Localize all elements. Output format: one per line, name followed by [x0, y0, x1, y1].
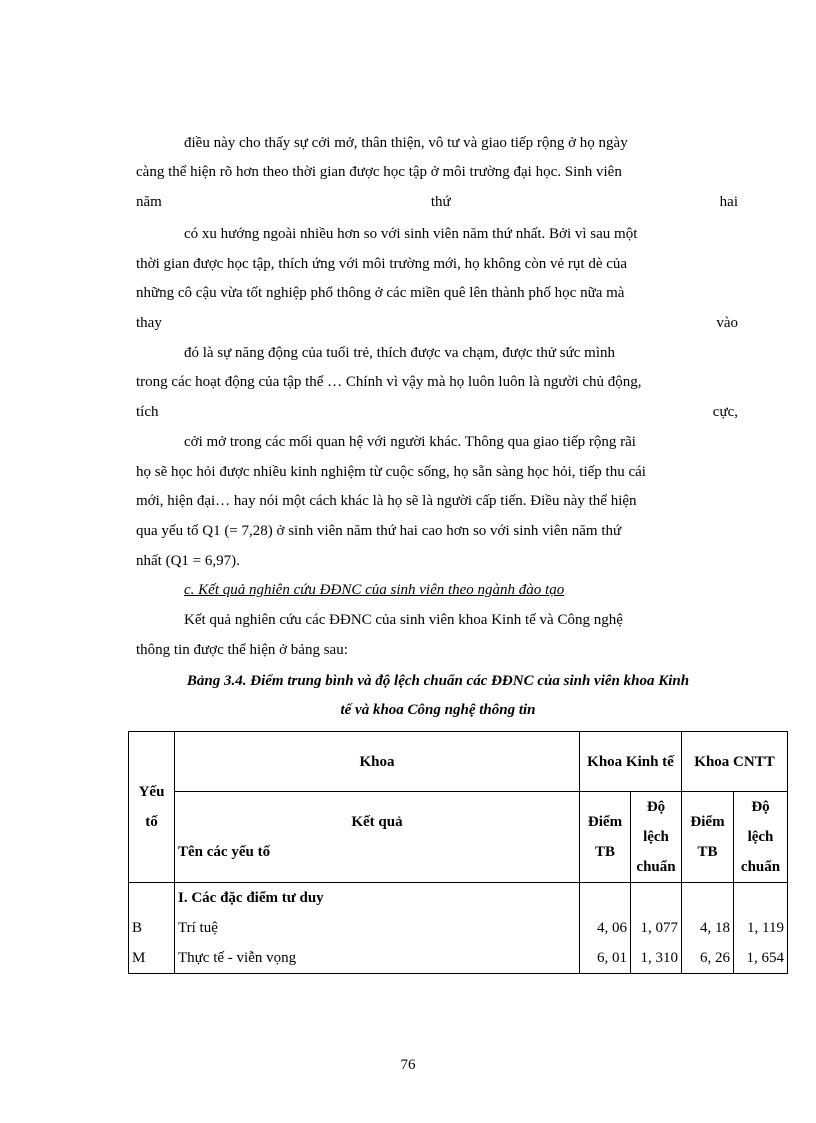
- table-caption: Bảng 3.4. Điểm trung bình và độ lệch chuẩn các ĐĐNC của sinh viên khoa Kinh: [186, 673, 690, 689]
- text-line: những cô cậu vừa tốt nghiệp phổ thông ở các miền quê lên thành phố học nữa mà: [136, 285, 625, 301]
- header-ket-qua: Kết quả: [351, 814, 403, 830]
- factor-code: B: [129, 913, 175, 943]
- header-yeu-to: Yếu tố: [129, 732, 175, 883]
- text-line: đó là sự năng động của tuổi trẻ, thích được va chạm, được thử sức mình: [184, 345, 616, 361]
- header-kt-do-lech-chuan: Độ lệch chuẩn: [631, 792, 682, 883]
- text-line: càng thể hiện rõ hơn theo thời gian được học tập ở môi trường đại học. Sinh viên: [136, 164, 622, 180]
- factor-name: Thực tế - viễn vọng: [175, 943, 580, 974]
- table-cell: [580, 883, 631, 914]
- text-line: có xu hướng ngoài nhiều hơn so với sinh viên năm thứ nhất. Bởi vì sau một: [184, 226, 638, 242]
- section-heading: c. Kết quả nghiên cứu ĐĐNC của sinh viên theo ngành đào tạo: [184, 582, 565, 598]
- cntt-sd: 1, 654: [734, 943, 788, 974]
- text-line: thông tin được thể hiện ở bảng sau:: [136, 642, 348, 658]
- kt-mean: 4, 06: [580, 913, 631, 943]
- word: cực,: [712, 404, 738, 420]
- header-ket-qua-cell: [175, 792, 580, 883]
- header-ten-cac-yeu-to: Tên các yếu tố: [178, 844, 271, 860]
- text-line: trong các hoạt động của tập thể … Chính vì vậy mà họ luôn luôn là người chủ động,: [136, 374, 642, 390]
- page-number: 76: [400, 1057, 416, 1073]
- kt-mean: 6, 01: [580, 943, 631, 974]
- table-cell: [734, 883, 788, 914]
- group-label: I. Các đặc điểm tư duy: [175, 883, 580, 914]
- text-line: điều này cho thấy sự cởi mở, thân thiện, vô tư và giao tiếp rộng ở họ ngày: [184, 135, 628, 151]
- text-line: nhất (Q1 = 6,97).: [136, 553, 240, 569]
- kt-sd: 1, 077: [631, 913, 682, 943]
- factor-name: Trí tuệ: [175, 913, 580, 943]
- word: tích: [136, 404, 159, 420]
- table-cell: [631, 883, 682, 914]
- table-cell: [682, 883, 734, 914]
- word: hai: [719, 194, 738, 210]
- header-khoa: Khoa: [175, 732, 580, 792]
- cntt-mean: 4, 18: [682, 913, 734, 943]
- kt-sd: 1, 310: [631, 943, 682, 974]
- text-line: [136, 192, 738, 212]
- text-line: mới, hiện đại… hay nói một cách khác là họ sẽ là người cấp tiến. Điều này thể hiện: [136, 493, 637, 509]
- text-line: họ sẽ học hỏi được nhiều kinh nghiệm từ cuộc sống, họ sẵn sàng học hỏi, tiếp thu cái: [136, 464, 646, 480]
- header-khoa-cntt: Khoa CNTT: [682, 732, 788, 792]
- word: thay: [136, 315, 162, 331]
- text-line: [136, 313, 738, 333]
- table-row: [129, 943, 788, 974]
- text-line: thời gian được học tập, thích ứng với môi trường mới, họ không còn vẻ rụt dè của: [136, 256, 628, 272]
- text-line: cởi mở trong các mối quan hệ với người khác. Thông qua giao tiếp rộng rãi: [184, 434, 636, 450]
- word: vào: [716, 315, 738, 331]
- cntt-mean: 6, 26: [682, 943, 734, 974]
- word: thứ: [430, 194, 451, 210]
- header-cntt-do-lech-chuan: Độ lệch chuẩn: [734, 792, 788, 883]
- table-caption: tế và khoa Công nghệ thông tin: [340, 702, 536, 718]
- text-line: qua yếu tố Q1 (= 7,28) ở sinh viên năm thứ hai cao hơn so với sinh viên năm thứ: [136, 523, 622, 539]
- header-cntt-diem-tb: Điểm TB: [682, 792, 734, 883]
- factor-code: M: [129, 943, 175, 974]
- word: năm: [136, 194, 162, 210]
- header-khoa-kinh-te: Khoa Kinh tế: [580, 732, 682, 792]
- table-row: [129, 913, 788, 943]
- text-line: Kết quả nghiên cứu các ĐĐNC của sinh viên khoa Kinh tế và Công nghệ: [184, 612, 623, 628]
- cntt-sd: 1, 119: [734, 913, 788, 943]
- header-kt-diem-tb: Điểm TB: [580, 792, 631, 883]
- results-table: [128, 731, 788, 974]
- table-cell: [129, 883, 175, 914]
- text-line: [136, 402, 738, 422]
